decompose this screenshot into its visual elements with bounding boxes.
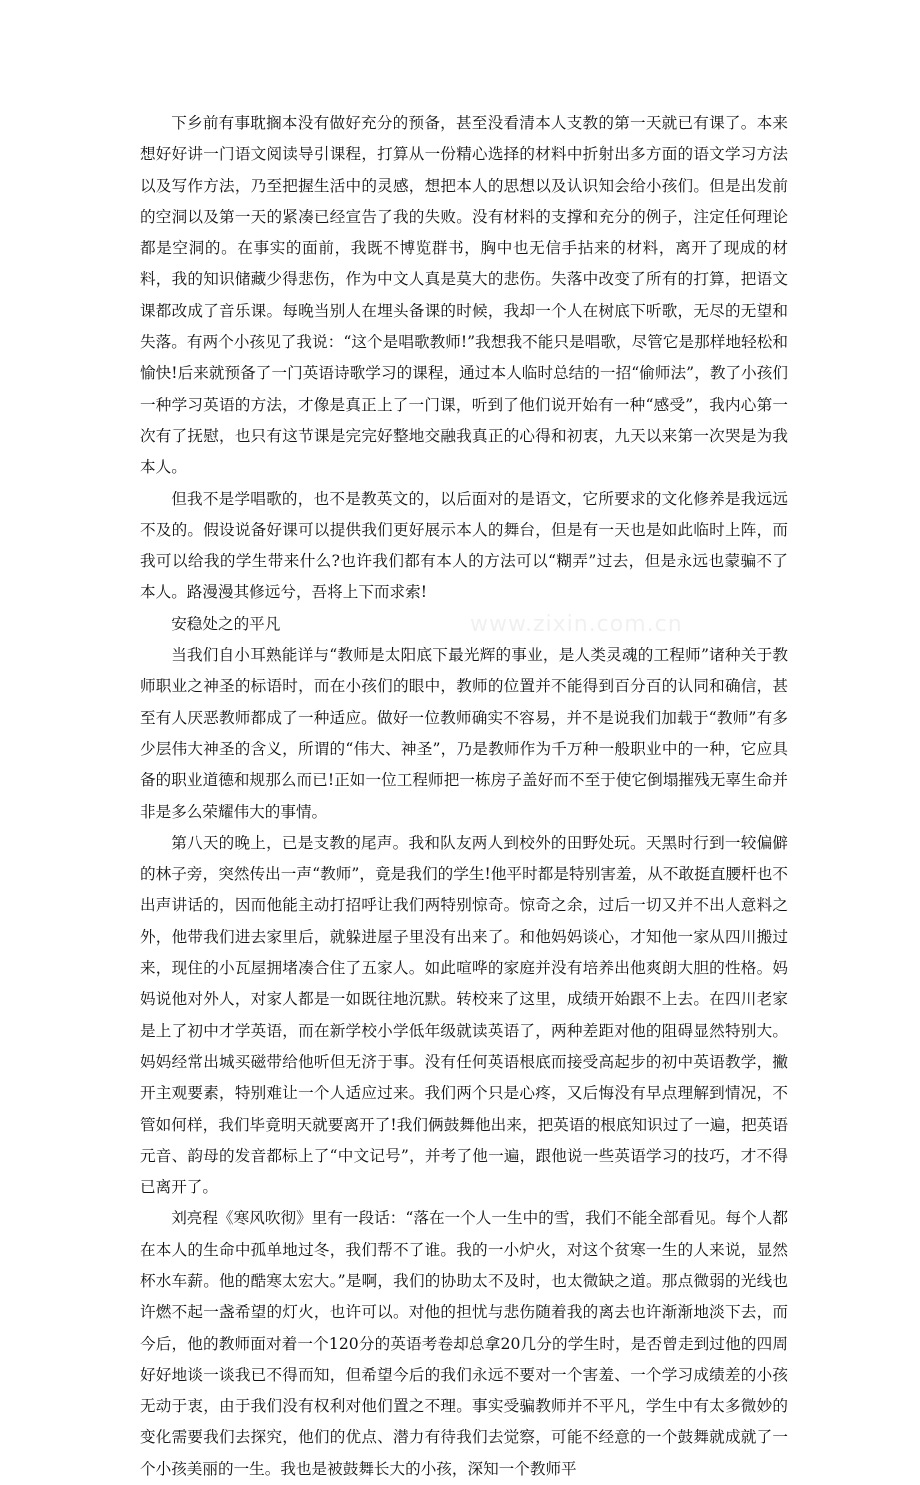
paragraph: 但我不是学唱歌的，也不是教英文的，以后面对的是语文，它所要求的文化修养是我远远不及的。假设说备好课可以提供我们更好展示本人的舞台，但是有一天也是如此临时上阵，而我可以给我的学生带来什么?也许我们都有本人的方法可以“糊弄”过去，但是永远也蒙骗不了本人。路漫漫其修远兮，吾将上下而求索! [140,489,788,602]
watermark: www.zixin.com.cn [470,612,683,637]
paragraph: 当我们自小耳熟能详与“教师是太阳底下最光辉的事业，是人类灵魂的工程师”诸种关于教师职业之神圣的标语时，而在小孩们的眼中，教师的位置并不能得到百分百的认同和确信，甚至有人厌恶教师都成了一种适应。做好一位教师确实不容易，并不是说我们加载于“教师”有多少层伟大神圣的含义，所谓的“伟大、神圣”，乃是教师作为千万种一般职业中的一种，它应具备的职业道德和规那么而已!正如一位工程师把一栋房子盖好而不至于使它倒塌摧残无辜生命并非是多么荣耀伟大的事情。 [140,646,788,821]
paragraph: 刘亮程《寒风吹彻》里有一段话：“落在一个人一生中的雪，我们不能全部看见。每个人都在本人的生命中孤单地过冬，我们帮不了谁。我的一小炉火，对这个贫寒一生的人来说，显然杯水车薪。他的酷寒太宏大。”是啊，我们的协助太不及时，也太微缺之道。那点微弱的光线也许燃不起一盏希望的灯火，也许可以。对他的担忧与悲伤随着我的离去也许渐渐地淡下去，而今后，他的教师面对着一个120分的英语考卷却总拿20几分的学生时，是否曾走到过他的四周好好地谈一谈我已不得而知，但希望今后的我们永远不要对一个害羞、一个学习成绩差的小孩无动于衷，由于我们没有权利对他们置之不理。事实受骗教师并不平凡，学生中有太多微妙的变化需要我们去探究，他们的优点、潜力有待我们去觉察，可能不经意的一个鼓舞就成就了一个小孩美丽的一生。我也是被鼓舞长大的小孩，深知一个教师平 [140,1209,788,1478]
paragraph: 第八天的晚上，已是支教的尾声。我和队友两人到校外的田野处玩。天黑时行到一较偏僻的林子旁，突然传出一声“教师”，竟是我们的学生!他平时都是特别害羞，从不敢挺直腰杆也不出声讲话的，因而他能主动打招呼让我们两特别惊奇。惊奇之余，过后一切又并不出人意料之外，他带我们进去家里后，就躲进屋子里没有出来了。和他妈妈谈心，才知他一家从四川搬过来，现住的小瓦屋拥堵凑合住了五家人。如此喧哗的家庭并没有培养出他爽朗大胆的性格。妈妈说他对外人，对家人都是一如既往地沉默。转校来了这里，成绩开始跟不上去。在四川老家是上了初中才学英语，而在新学校小学低年级就读英语了，两种差距对他的阻碍显然特别大。妈妈经常出城买磁带给他听但无济于事。没有任何英语根底而接受高起步的初中英语教学，撇开主观要素，特别难让一个人适应过来。我们两个只是心疼，又后悔没有早点理解到情况，不管如何样，我们毕竟明天就要离开了!我们俩鼓舞他出来，把英语的根底知识过了一遍，把英语元音、韵母的发音都标上了“中文记号”，并考了他一遍，跟他说一些英语学习的技巧，才不得已离开了。 [140,833,788,1197]
section-heading: 安稳处之的平凡 [171,614,281,633]
document-body [140,108,788,1485]
paragraph: 下乡前有事耽搁本没有做好充分的预备，甚至没看清本人支教的第一天就已有课了。本来想好好讲一门语文阅读导引课程，打算从一份精心选择的材料中折射出多方面的语文学习方法以及写作方法，乃至把握生活中的灵感，想把本人的思想以及认识知会给小孩们。但是出发前的空洞以及第一天的紧凑已经宣告了我的失败。没有材料的支撑和充分的例子，注定任何理论都是空洞的。在事实的面前，我既不博览群书，胸中也无信手拈来的材料，离开了现成的材料，我的知识储藏少得悲伤，作为中文人真是莫大的悲伤。失落中改变了所有的打算，把语文课都改成了音乐课。每晚当别人在埋头备课的时候，我却一个人在树底下听歌，无尽的无望和失落。有两个小孩见了我说：“这个是唱歌教师!”我想我不能只是唱歌，尽管它是那样地轻松和愉快!后来就预备了一门英语诗歌学习的课程，通过本人临时总结的一招“偷师法”，教了小孩们一种学习英语的方法，才像是真正上了一门课，听到了他们说开始有一种“感受”，我内心第一次有了抚慰，也只有这节课是完完好整地交融我真正的心得和初衷，九天以来第一次哭是为我本人。 [140,114,788,477]
